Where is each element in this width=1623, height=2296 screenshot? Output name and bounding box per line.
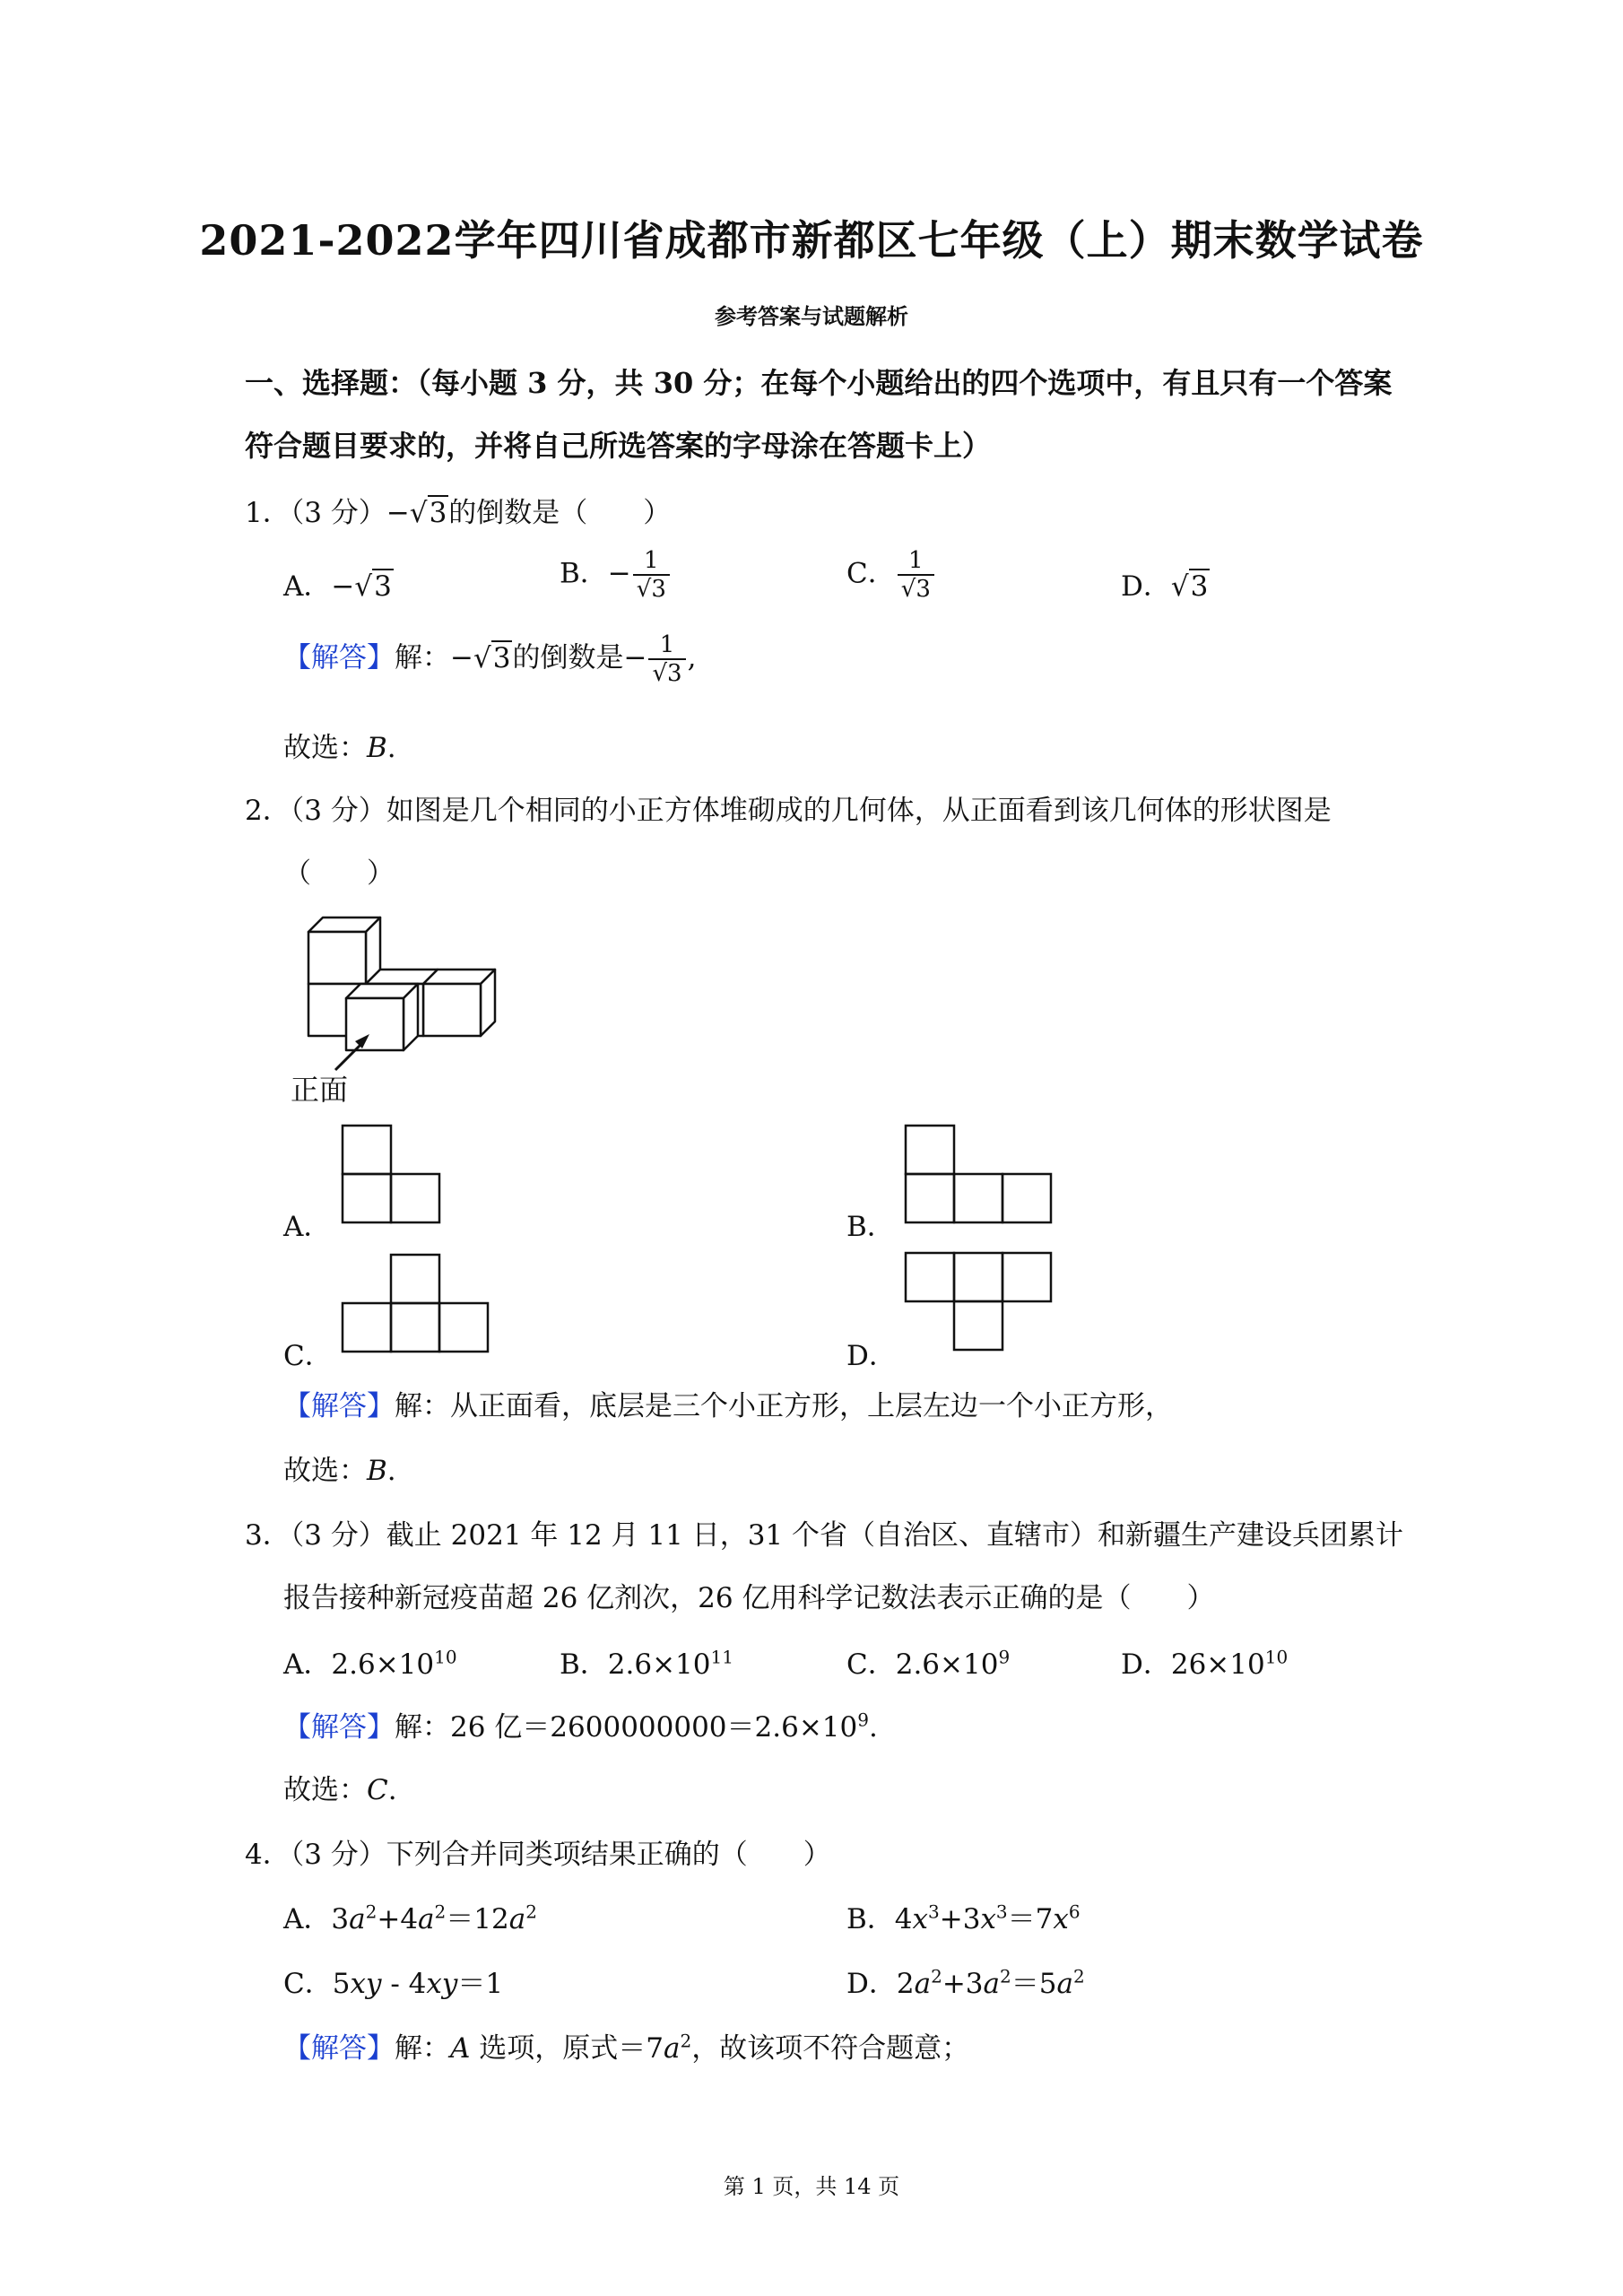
q2-stem-line1: 2．（3 分）如图是几个相同的小正方体堆砌成的几何体，从正面看到该几何体的形状图是 xyxy=(245,795,1332,827)
q4-stem: 4．（3 分）下列合并同类项结果正确的（ ） xyxy=(245,1839,831,1871)
q3-choice: 故选：C. xyxy=(283,1774,397,1806)
q3-stem-line2: 报告接种新冠疫苗超 26 亿剂次，26 亿用科学记数法表示正确的是（ ） xyxy=(283,1582,1215,1614)
q4-option-c[interactable]: C．5xy - 4xy＝1 xyxy=(283,1968,504,2000)
q1-stem: 1．（3 分）−√3的倒数是（ ） xyxy=(245,497,672,529)
page-subtitle: 参考答案与试题解析 xyxy=(715,303,908,329)
q2-choice: 故选：B. xyxy=(283,1455,396,1487)
q4-option-d[interactable]: D．$2a^2+3a^2=5a^2$ xyxy=(846,1965,1085,2000)
q2-option-c-grid[interactable] xyxy=(341,1253,490,1353)
q2-option-b-label[interactable]: B． xyxy=(846,1211,895,1243)
q1-choice: 故选：B. xyxy=(283,732,396,764)
q3-stem-line1: 3．（3 分）截止 2021 年 12 月 11 日，31 个省（自治区、直辖市）和新疆生产建设兵团累计 xyxy=(245,1519,1404,1552)
page-title: 2021-2022学年四川省成都市新都区七年级（上）期末数学试卷 xyxy=(199,216,1424,265)
q2-front-label: 正面 xyxy=(291,1073,349,1107)
answer-tag: 【解答】 xyxy=(283,1390,395,1422)
page-footer: 第 1 页，共 14 页 xyxy=(723,2174,900,2199)
section-heading-line1: 一、选择题：（每小题 3 分，共 30 分；在每个小题给出的四个选项中，有且只有一个答案 xyxy=(245,366,1393,400)
q2-option-a-grid[interactable] xyxy=(341,1124,441,1224)
q2-answer: 【解答】解：从正面看，底层是三个小正方形，上层左边一个小正方形， xyxy=(283,1390,1173,1422)
q3-option-d[interactable]: D．$26\times 10^{10}$ xyxy=(1121,1646,1289,1681)
q3-answer: 【解答】解：26 亿$=2600000000=2.6\times 10^9$. xyxy=(283,1709,878,1744)
q2-option-d-label[interactable]: D． xyxy=(846,1340,897,1372)
q1-answer: 【解答】解：−√3的倒数是− $\frac{1}{√3}$ , xyxy=(283,631,697,687)
q1-option-d[interactable]: D．√3 xyxy=(1121,570,1209,603)
q2-option-d-grid[interactable] xyxy=(904,1251,1053,1352)
q1-option-b[interactable]: B．− $\frac{1}{√3}$ xyxy=(560,547,672,603)
q1-option-a[interactable]: A．−√3 xyxy=(283,570,392,603)
q2-option-a-label[interactable]: A． xyxy=(283,1211,332,1243)
q4-option-a[interactable]: A．$3a^2+4a^2=12a^2$ xyxy=(283,1900,537,1935)
q4-option-b[interactable]: B．$4x^3+3x^3=7x^6$ xyxy=(846,1900,1081,1935)
answer-tag: 【解答】 xyxy=(283,1711,395,1744)
q3-option-c[interactable]: C．$2.6\times 10^9$ xyxy=(846,1646,1011,1681)
q2-option-c-label[interactable]: C． xyxy=(283,1340,333,1372)
q2-stem-line2: （ ） xyxy=(283,857,395,890)
q3-option-a[interactable]: A．$2.6\times 10^{10}$ xyxy=(283,1646,457,1681)
q2-option-b-grid[interactable] xyxy=(904,1124,1053,1224)
section-heading-line2: 符合题目要求的，并将自己所选答案的字母涂在答题卡上） xyxy=(245,429,992,463)
q3-option-b[interactable]: B．$2.6\times 10^{11}$ xyxy=(560,1646,733,1681)
answer-tag: 【解答】 xyxy=(283,641,395,674)
q4-answer: 【解答】解：A 选项，原式$=7a^2$，故该项不符合题意； xyxy=(283,2030,970,2065)
q1-option-c[interactable]: C． $\frac{1}{√3}$ xyxy=(846,547,936,603)
answer-tag: 【解答】 xyxy=(283,2032,395,2065)
